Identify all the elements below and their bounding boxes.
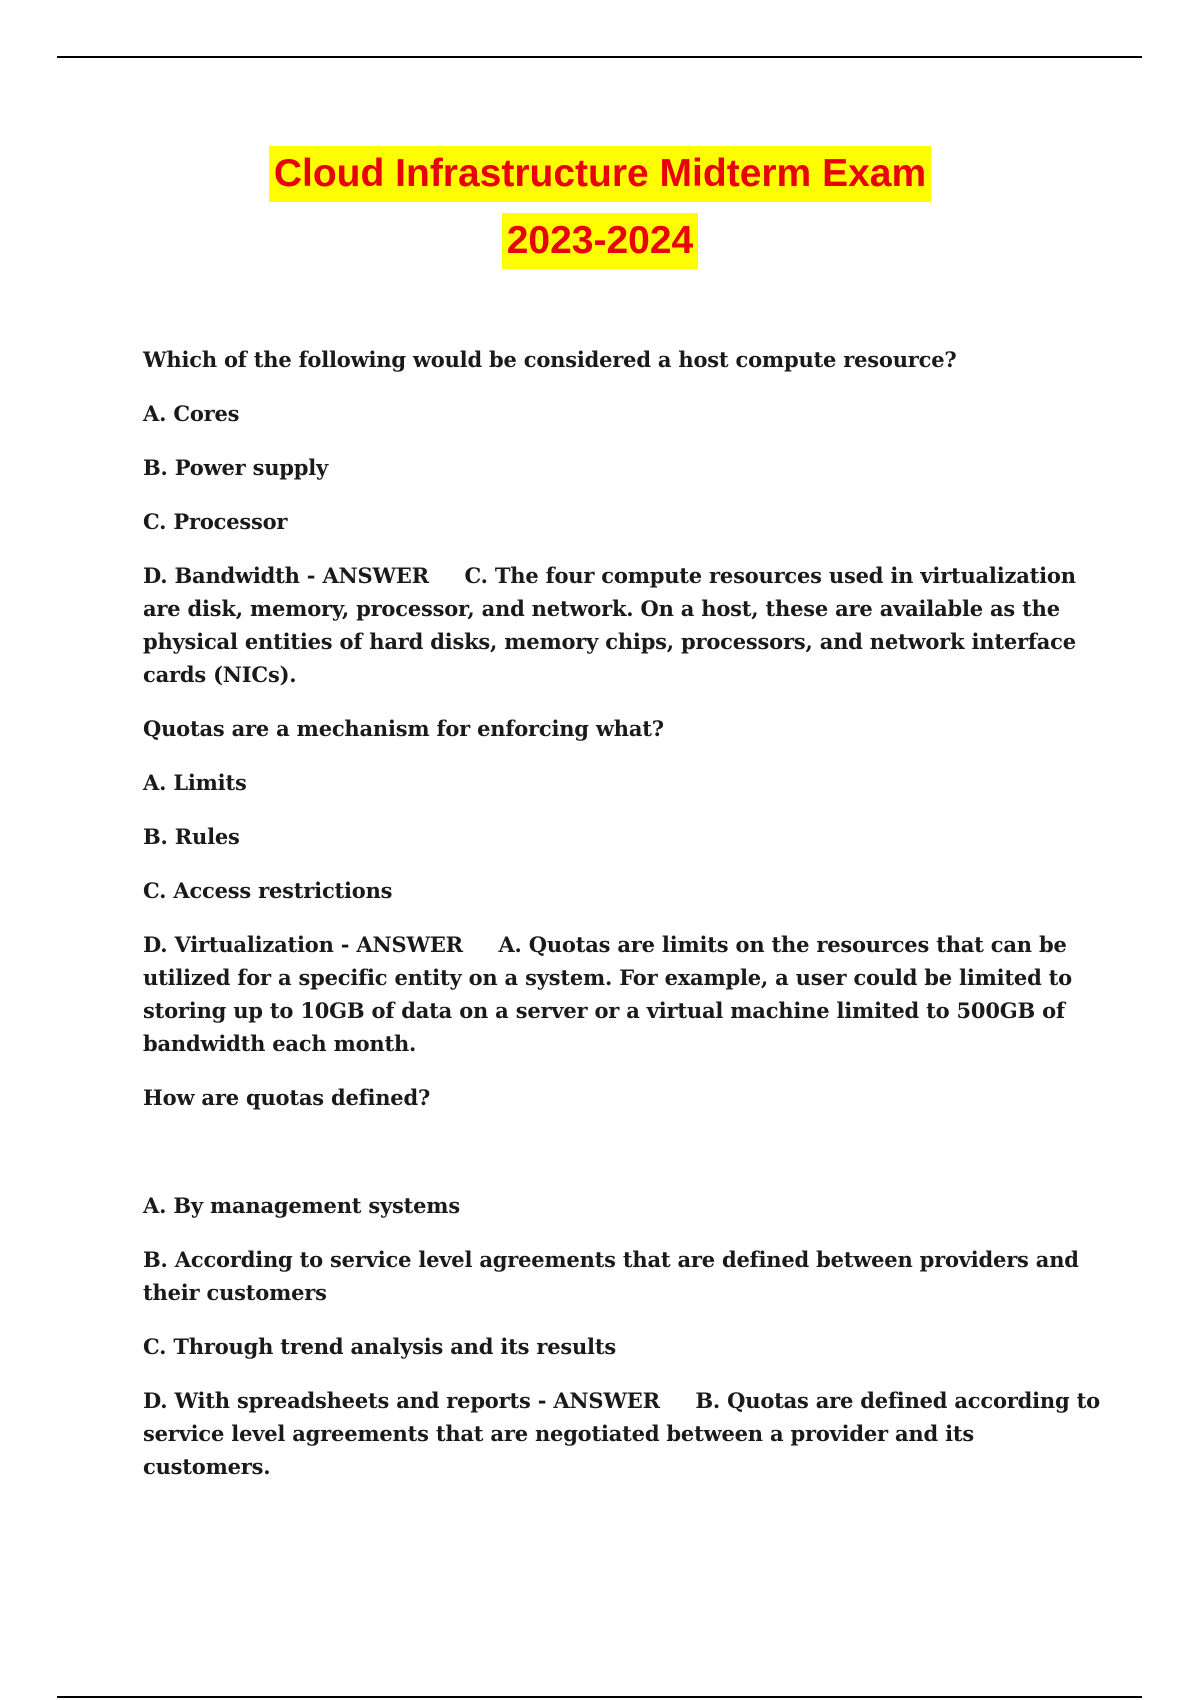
q1-option-c: C. Processor (143, 509, 288, 534)
q3-option-d-answer: D. With spreadsheets and reports - ANSWER B. Quotas are defined according to service level agreements that are negotiated between a provider and its customers. (143, 1388, 1107, 1479)
question-3: How are quotas defined? (143, 1085, 431, 1110)
q1-option-a: A. Cores (143, 401, 240, 426)
question-1: Which of the following would be considered a host compute resource? (143, 347, 957, 372)
title-line-1: Cloud Infrastructure Midterm Exam (269, 146, 931, 202)
q1-option-b: B. Power supply (143, 455, 329, 480)
q3-option-a: A. By management systems (143, 1193, 460, 1218)
document-title (0, 146, 1200, 280)
q3-option-b: B. According to service level agreements that are defined between providers and their customers (143, 1247, 1086, 1305)
title-line-2: 2023-2024 (502, 213, 699, 269)
q1-option-d-answer: D. Bandwidth - ANSWER C. The four compute resources used in virtualization are disk, memory, processor, and network. On a host, these are available as the physical entities of hard disks, memory chips, processors, and network interface cards (NICs). (143, 563, 1083, 687)
top-rule (57, 56, 1142, 58)
q2-option-a: A. Limits (143, 770, 247, 795)
q2-option-b: B. Rules (143, 824, 240, 849)
exam-content (143, 343, 1108, 1504)
q3-option-c: C. Through trend analysis and its results (143, 1334, 616, 1359)
q2-option-d-answer: D. Virtualization - ANSWER A. Quotas are limits on the resources that can be utilized for a specific entity on a system. For example, a user could be limited to storing up to 10GB of data on a server or a virtual machine limited to 500GB of bandwidth each month. (143, 932, 1080, 1056)
bottom-rule (57, 1696, 1142, 1698)
q2-option-c: C. Access restrictions (143, 878, 393, 903)
question-2: Quotas are a mechanism for enforcing what? (143, 716, 664, 741)
